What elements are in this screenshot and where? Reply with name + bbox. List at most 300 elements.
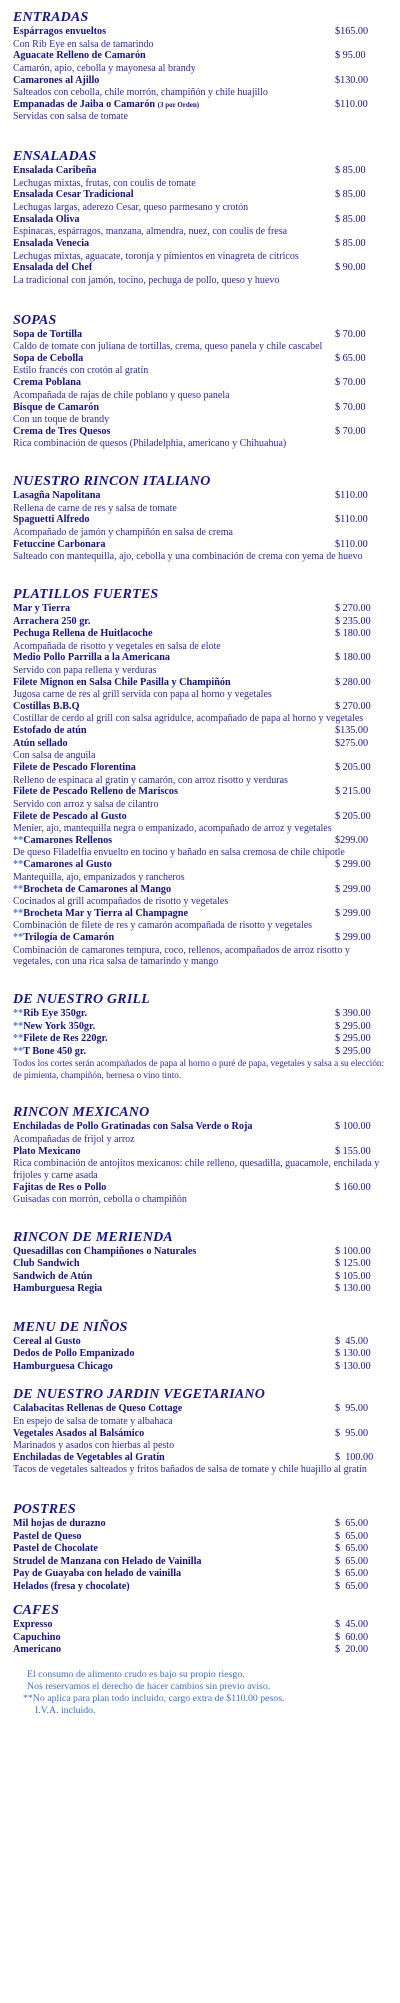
item-name-text: Atún sellado	[13, 737, 68, 749]
menu-item	[13, 262, 385, 286]
item-description: Lechugas mixtas, aguacate, toronja y pimientos en vinagreta de cítricos	[13, 250, 299, 262]
item-name-text: Sopa de Cebolla	[13, 352, 84, 364]
item-price: $ 70.00	[335, 328, 366, 340]
item-name-text: Sopa de Tortilla	[13, 328, 83, 340]
menu-item	[13, 490, 385, 514]
item-price: $ 95.00	[335, 1427, 369, 1439]
disclaimer-line2: Nos reservamos el derecho de hacer cambios sin previo aviso.	[27, 1680, 271, 1692]
item-name	[13, 701, 80, 714]
item-name	[13, 603, 70, 616]
item-name-text: Filete de Res 220gr.	[23, 1033, 108, 1045]
item-name	[13, 539, 106, 552]
item-name	[13, 1046, 86, 1059]
menu-section	[13, 992, 385, 1081]
item-price: $ 65.00	[335, 1543, 369, 1555]
item-name-text: Empanadas de Jaiba o Camarón	[13, 98, 156, 110]
menu-item	[13, 1403, 385, 1427]
item-price: $ 60.00	[335, 1631, 369, 1643]
menu-item	[13, 1271, 385, 1284]
menu-item	[13, 786, 385, 810]
menu-item	[13, 514, 385, 538]
item-price: $ 85.00	[335, 238, 366, 250]
item-price: $ 180.00	[335, 652, 371, 664]
menu-item	[13, 1258, 385, 1271]
menu-item	[13, 677, 385, 701]
item-price: $ 295.00	[335, 1033, 371, 1045]
section-title: PLATILLOS FUERTES	[13, 587, 159, 603]
item-name	[13, 75, 99, 88]
item-name	[13, 1632, 61, 1645]
item-price: $ 295.00	[335, 1020, 371, 1032]
item-name	[13, 1452, 165, 1465]
menu-item	[13, 1008, 385, 1021]
item-name	[13, 238, 89, 251]
item-name-text: Club Sandwich	[13, 1258, 80, 1270]
item-name	[13, 99, 199, 112]
item-name-text: Mil hojas de durazno	[13, 1518, 106, 1530]
menu-item	[13, 1581, 385, 1594]
section-title: CAFES	[13, 1603, 60, 1619]
item-name	[13, 329, 82, 342]
section-title: MENU DE NIÑOS	[13, 1319, 128, 1335]
item-price: $ 95.00	[335, 50, 366, 62]
menu-item	[13, 859, 385, 883]
item-description: Camarón, apio, cebolla y mayonesa al brandy	[13, 62, 196, 74]
item-price: $ 65.00	[335, 1568, 369, 1580]
item-name	[13, 738, 68, 751]
item-price: $110.00	[335, 538, 368, 550]
item-name	[13, 1283, 102, 1296]
item-name	[13, 1033, 108, 1046]
item-name	[13, 1428, 144, 1441]
item-name	[13, 262, 92, 275]
item-description: Acompañada de rajas de chile poblano y queso panela	[13, 389, 230, 401]
item-name	[13, 1543, 98, 1556]
item-price: $ 70.00	[335, 377, 366, 389]
menu-item	[13, 1361, 385, 1374]
item-price: $ 65.00	[335, 1518, 369, 1530]
item-price: $ 130.00	[335, 1283, 371, 1295]
item-name-text: Camarones Rellenos	[23, 834, 113, 846]
item-description: Jugosa carne de res al grill servida con papa al horno y vegetales	[13, 689, 272, 701]
item-price: $ 299.00	[335, 907, 371, 919]
item-price: $ 205.00	[335, 810, 371, 822]
item-description: Espinacas, espárragos, manzana, almendra, nuez, con coulis de fresa	[13, 226, 288, 238]
item-description: Salteado con mantequilla, ajo, cebolla y una combinación de crema con yema de huevo	[13, 551, 363, 563]
item-price: $ 299.00	[335, 859, 371, 871]
item-name	[13, 1021, 95, 1034]
menu-item	[13, 165, 385, 189]
item-name	[13, 1121, 252, 1134]
item-price: $130.00	[335, 74, 369, 86]
item-price: $110.00	[335, 490, 368, 502]
item-price: $ 45.00	[335, 1335, 369, 1347]
item-name-text: Arrachera 250 gr.	[13, 615, 91, 627]
item-description: Con Rib Eye en salsa de tamarindo	[13, 38, 154, 50]
item-name	[13, 214, 80, 227]
item-price: $ 85.00	[335, 213, 366, 225]
item-price: $ 160.00	[335, 1181, 371, 1193]
item-name-text: Filete Mignon en Salsa Chile Pasilla y Champiñón	[13, 676, 231, 688]
section-title: SOPAS	[13, 312, 57, 328]
menu-item	[13, 75, 385, 99]
item-description: Costillar de cerdo al grill con salsa agridulce, acompañado de papa al horno y vegetales	[13, 713, 364, 725]
item-name	[13, 1619, 52, 1632]
item-price: $ 215.00	[335, 786, 371, 798]
menu-item	[13, 402, 385, 426]
item-price: $ 180.00	[335, 628, 371, 640]
item-price: $ 130.00	[335, 1360, 371, 1372]
menu-item	[13, 628, 385, 652]
disclaimer	[13, 1669, 385, 1717]
menu-item	[13, 1033, 385, 1046]
item-description: Lechugas mixtas, frutas, con coulis de tomate	[13, 177, 196, 189]
item-name	[13, 1008, 87, 1021]
item-name-text: Hamburguesa Chicago	[13, 1360, 113, 1372]
menu-item	[13, 214, 385, 238]
item-description: Tacos de vegetales salteados y fritos bañados de salsa de tomate y chile huajillo al gratín	[13, 1464, 367, 1476]
item-name	[13, 652, 170, 665]
item-name	[13, 762, 136, 775]
menu-item	[13, 652, 385, 676]
menu-section	[13, 1105, 385, 1206]
item-name	[13, 884, 171, 897]
section-title: ENTRADAS	[13, 10, 89, 25]
item-price: $ 105.00	[335, 1270, 371, 1282]
item-name-text: Ensalada Venecia	[13, 238, 90, 250]
menu-section	[13, 1603, 385, 1657]
item-price: $299.00	[335, 834, 369, 846]
item-name	[13, 189, 134, 202]
menu-section	[13, 587, 385, 968]
menu-item	[13, 738, 385, 762]
item-description: Combinación de filete de res y camarón acompañada de risotto y vegetales	[13, 920, 313, 932]
item-name	[13, 616, 90, 629]
star-marker: **	[13, 907, 24, 919]
menu-item	[13, 932, 385, 968]
item-price: $ 100.00	[335, 1451, 374, 1463]
item-name	[13, 811, 127, 824]
item-price: $ 235.00	[335, 615, 371, 627]
menu-section	[13, 149, 385, 286]
item-name-text: Camarones al Ajillo	[13, 74, 100, 86]
menu-item	[13, 99, 385, 123]
menu-item	[13, 1046, 385, 1059]
menu-item	[13, 426, 385, 450]
menu-item	[13, 1568, 385, 1581]
item-name-text: Mar y Tierra	[13, 603, 71, 615]
item-name-text: Sandwich de Atún	[13, 1270, 93, 1282]
menu-item	[13, 811, 385, 835]
section-title: DE NUESTRO JARDIN VEGETARIANO	[13, 1387, 266, 1403]
item-name	[13, 1556, 202, 1569]
menu-item	[13, 1619, 385, 1632]
menu-section	[13, 1230, 385, 1296]
menu-item	[13, 539, 385, 563]
item-price: $ 20.00	[335, 1644, 369, 1656]
item-name-text: Filete de Pescado Florentina	[13, 762, 136, 774]
menu-section	[13, 1387, 385, 1476]
menu-section	[13, 1502, 385, 1593]
item-name-text: Strudel de Manzana con Helado de Vainilla	[13, 1555, 202, 1567]
item-price: $ 390.00	[335, 1008, 371, 1020]
item-price: $ 100.00	[335, 1121, 371, 1133]
item-portion-note: (3 por Orden)	[157, 100, 200, 109]
item-name-text: Crema de Tres Quesos	[13, 425, 111, 437]
item-name-text: Pay de Guayaba con helado de vainilla	[13, 1568, 182, 1580]
menu-item	[13, 835, 385, 859]
item-description: Rica combinación de antojitos mexicanos: chile relleno, quesadilla, guacamole, enchilada y frijoles y carne asada	[13, 1158, 380, 1181]
menu-item	[13, 616, 385, 629]
item-name-text: Brocheta Mar y Tierra al Champagne	[23, 907, 188, 919]
item-name	[13, 353, 83, 366]
item-name	[13, 1348, 134, 1361]
menu-item	[13, 238, 385, 262]
item-price: $110.00	[335, 514, 368, 526]
item-name	[13, 514, 90, 527]
item-description: Guisadas con morrón, cebolla o champiñón	[13, 1194, 187, 1206]
item-price: $ 130.00	[335, 1348, 371, 1360]
item-name	[13, 908, 188, 921]
menu-item	[13, 908, 385, 932]
item-name-text: Pechuga Rellena de Huitlacoche	[13, 628, 153, 640]
item-name	[13, 932, 114, 945]
menu-item	[13, 1543, 385, 1556]
item-name-text: Trilogía de Camarón	[23, 932, 115, 944]
item-description: Caldo de tomate con juliana de tortillas, crema, queso panela y chile cascabel	[13, 341, 323, 353]
item-name-text: Costillas B.B.Q	[13, 700, 80, 712]
item-price: $ 270.00	[335, 700, 371, 712]
item-description: Servido con papa rellena y verduras	[13, 664, 157, 676]
star-marker: **	[13, 932, 24, 944]
item-price: $ 70.00	[335, 401, 366, 413]
menu-item	[13, 1336, 385, 1349]
menu-item	[13, 603, 385, 616]
item-name	[13, 725, 87, 738]
star-marker: **	[13, 859, 24, 871]
item-price: $ 65.00	[335, 1530, 369, 1542]
menu-item	[13, 1246, 385, 1259]
menu-item	[13, 1146, 385, 1182]
menu-item	[13, 725, 385, 738]
item-description: Acompañadas de frijol y arroz	[13, 1133, 135, 1145]
item-description: En espejo de salsa de tomate y albahaca	[13, 1415, 173, 1427]
section-title: RINCON DE MERIENDA	[13, 1229, 173, 1245]
disclaimer-line1: El consumo de alimento crudo es bajo su propio riesgo.	[27, 1668, 245, 1680]
item-description: De queso Filadelfia envuelto en tocino y bañado en salsa cremosa de chile chipotle	[13, 847, 345, 859]
star-marker: **	[13, 1045, 24, 1057]
item-name	[13, 1531, 81, 1544]
item-name-text: Spaguetti Alfredo	[13, 514, 90, 526]
menu-item	[13, 353, 385, 377]
item-description: Rica combinación de quesos (Philadelphia, americano y Chihuahua)	[13, 438, 287, 450]
item-description: Relleno de espinaca al gratín y camarón, con arroz risotto y verduras	[13, 774, 288, 786]
menu-section	[13, 474, 385, 563]
menu-item	[13, 1556, 385, 1569]
item-price: $ 65.00	[335, 1555, 369, 1567]
item-price: $ 90.00	[335, 262, 366, 274]
item-name-text: Quesadillas con Champiñones o Naturales	[13, 1245, 197, 1257]
item-name	[13, 426, 110, 439]
item-description: Acompañada de risotto y vegetales en salsa de elote	[13, 640, 221, 652]
item-name-text: Crema Poblana	[13, 377, 82, 389]
item-name	[13, 1361, 113, 1374]
star-marker: **	[13, 1008, 24, 1020]
section-title: RINCON MEXICANO	[13, 1105, 150, 1121]
item-name-text: Pastel de Queso	[13, 1530, 82, 1542]
disclaimer-line4: I.V.A. incluido.	[35, 1704, 96, 1716]
menu-item	[13, 1632, 385, 1645]
menu-item	[13, 762, 385, 786]
item-name-text: Helados (fresa y chocolate)	[13, 1580, 130, 1592]
item-description: Servidas con salsa de tomate	[13, 111, 128, 123]
item-name-text: Lasagña Napolitana	[13, 490, 101, 502]
item-name-text: Espárragos envueltos	[13, 26, 107, 37]
menu-item	[13, 1348, 385, 1361]
item-description: Con salsa de anguila	[13, 750, 96, 762]
item-name-text: Enchiladas de Pollo Gratinadas con Salsa Verde o Roja	[13, 1121, 253, 1133]
menu-item	[13, 329, 385, 353]
menu-item	[13, 1518, 385, 1531]
item-name-text: Ensalada Caribeña	[13, 165, 97, 177]
item-name-text: Medio Pollo Parrilla a la Americana	[13, 652, 171, 664]
item-name	[13, 1271, 92, 1284]
item-price: $ 280.00	[335, 676, 371, 688]
section-note: Todos los cortes serán acompañados de papa al horno o puré de papa, vegetales y salsa a su elección: de pimienta, champiñón, bernesa o vino tinto.	[13, 1058, 385, 1080]
menu-item	[13, 1121, 385, 1145]
menu-item	[13, 189, 385, 213]
item-name	[13, 1644, 61, 1657]
item-description: La tradicional con jamón, tocino, pechuga de pollo, queso y huevo	[13, 274, 280, 286]
item-price: $ 299.00	[335, 883, 371, 895]
section-title: NUESTRO RINCON ITALIANO	[13, 474, 211, 490]
item-name	[13, 165, 97, 178]
item-name	[13, 1182, 106, 1195]
item-description: Marinados y asados con hierbas al pesto	[13, 1440, 175, 1452]
item-name-text: T Bone 450 gr.	[23, 1045, 87, 1057]
menu-item	[13, 1644, 385, 1657]
item-name-text: Calabacitas Rellenas de Queso Cottage	[13, 1403, 183, 1415]
item-price: $ 85.00	[335, 189, 366, 201]
item-price: $ 299.00	[335, 932, 371, 944]
item-name	[13, 1258, 80, 1271]
disclaimer-line3: **No aplica para plan todo incluido, cargo extra de $110.00 pesos.	[23, 1692, 285, 1704]
item-name	[13, 1403, 182, 1416]
menu-section	[13, 313, 385, 450]
item-name	[13, 490, 100, 503]
item-description: Lechugas largas, aderezo Cesar, queso parmesano y crotón	[13, 201, 249, 213]
item-price: $165.00	[335, 26, 369, 37]
item-name	[13, 1246, 196, 1259]
item-name-text: Vegetales Asados al Balsámico	[13, 1427, 145, 1439]
menu-item	[13, 701, 385, 725]
item-name-text: Ensalada Oliva	[13, 213, 80, 225]
item-description: Servido con arroz y salsa de cilantro	[13, 798, 159, 810]
item-name-text: Filete de Pescado Relleno de Mariscos	[13, 786, 178, 798]
star-marker: **	[13, 834, 24, 846]
star-marker: **	[13, 883, 24, 895]
item-name-text: Estofado de atún	[13, 725, 87, 737]
menu-section	[13, 1320, 385, 1374]
star-marker: **	[13, 1020, 24, 1032]
item-name	[13, 1568, 181, 1581]
item-description: Rellena de carne de res y salsa de tomate	[13, 502, 177, 514]
item-name	[13, 835, 112, 848]
item-name-text: Hamburguesa Regia	[13, 1283, 103, 1295]
item-name-text: Enchiladas de Vegetables al Gratín	[13, 1451, 165, 1463]
item-price: $ 295.00	[335, 1045, 371, 1057]
item-description: Salteados con cebolla, chile morrón, champiñón y chile huajillo	[13, 87, 268, 99]
item-price: $ 65.00	[335, 1580, 369, 1592]
menu-section	[13, 10, 385, 123]
item-name-text: Camarones al Gusto	[23, 859, 112, 871]
item-price: $ 155.00	[335, 1145, 371, 1157]
menu-item	[13, 26, 385, 50]
item-price: $ 100.00	[335, 1245, 371, 1257]
item-description: Acompañado de jamón y champiñón en salsa de crema	[13, 526, 233, 538]
item-name-text: Cereal al Gusto	[13, 1335, 81, 1347]
item-name	[13, 859, 112, 872]
item-name-text: Ensalada del Chef	[13, 262, 93, 274]
item-name	[13, 50, 146, 63]
item-price: $ 45.00	[335, 1619, 369, 1631]
item-name	[13, 1146, 81, 1159]
menu-item	[13, 884, 385, 908]
item-name-text: Brocheta de Camarones al Mango	[23, 883, 172, 895]
item-price: $ 95.00	[335, 1403, 369, 1415]
section-title: ENSALADAS	[13, 149, 97, 165]
section-title: DE NUESTRO GRILL	[13, 992, 150, 1008]
item-description: Menier, ajo, mantequilla negra o empanizado, acompañado de arroz y vegetales	[13, 823, 332, 835]
item-name-text: Capuchino	[13, 1631, 61, 1643]
item-price: $ 125.00	[335, 1258, 371, 1270]
menu-item	[13, 1021, 385, 1034]
item-name-text: Rib Eye 350gr.	[23, 1008, 88, 1020]
item-price: $135.00	[335, 725, 369, 737]
item-name-text: Dedos de Pollo Empanizado	[13, 1348, 135, 1360]
item-name-text: Pastel de Chocolate	[13, 1543, 98, 1555]
item-name	[13, 1518, 106, 1531]
item-price: $ 70.00	[335, 425, 366, 437]
item-price: $ 270.00	[335, 603, 371, 615]
item-description: Mantequilla, ajo, empanizados y rancheros	[13, 871, 185, 883]
item-price: $ 65.00	[335, 352, 366, 364]
item-name	[13, 786, 178, 799]
section-title: POSTRES	[13, 1502, 76, 1518]
item-name-text: New York 350gr.	[23, 1020, 96, 1032]
item-name	[13, 26, 106, 39]
item-name	[13, 377, 81, 390]
item-description: Cocinados al grill acompañados de risotto y vegetales	[13, 896, 229, 908]
item-name	[13, 402, 99, 415]
item-description: Estilo francés con crotón al gratín	[13, 365, 149, 377]
star-marker: **	[13, 1033, 24, 1045]
menu-item	[13, 1428, 385, 1452]
item-name-text: Fetuccine Carbonara	[13, 538, 106, 550]
item-description: Combinación de camarones tempura, coco, rellenos, acompañados de arroz risotto y vegetales, con una rica salsa de tamarindo y mango	[13, 944, 350, 968]
menu-item	[13, 1283, 385, 1296]
item-description: Con un toque de brandy	[13, 414, 110, 426]
menu-item	[13, 377, 385, 401]
menu-item	[13, 1531, 385, 1544]
menu-item	[13, 50, 385, 74]
item-name	[13, 628, 153, 641]
item-name-text: Aguacate Relleno de Camarón	[13, 50, 146, 62]
item-name-text: Ensalada Cesar Tradicional	[13, 189, 134, 201]
item-name	[13, 677, 231, 690]
item-price: $110.00	[335, 98, 368, 110]
item-name-text: Filete de Pescado al Gusto	[13, 810, 127, 822]
